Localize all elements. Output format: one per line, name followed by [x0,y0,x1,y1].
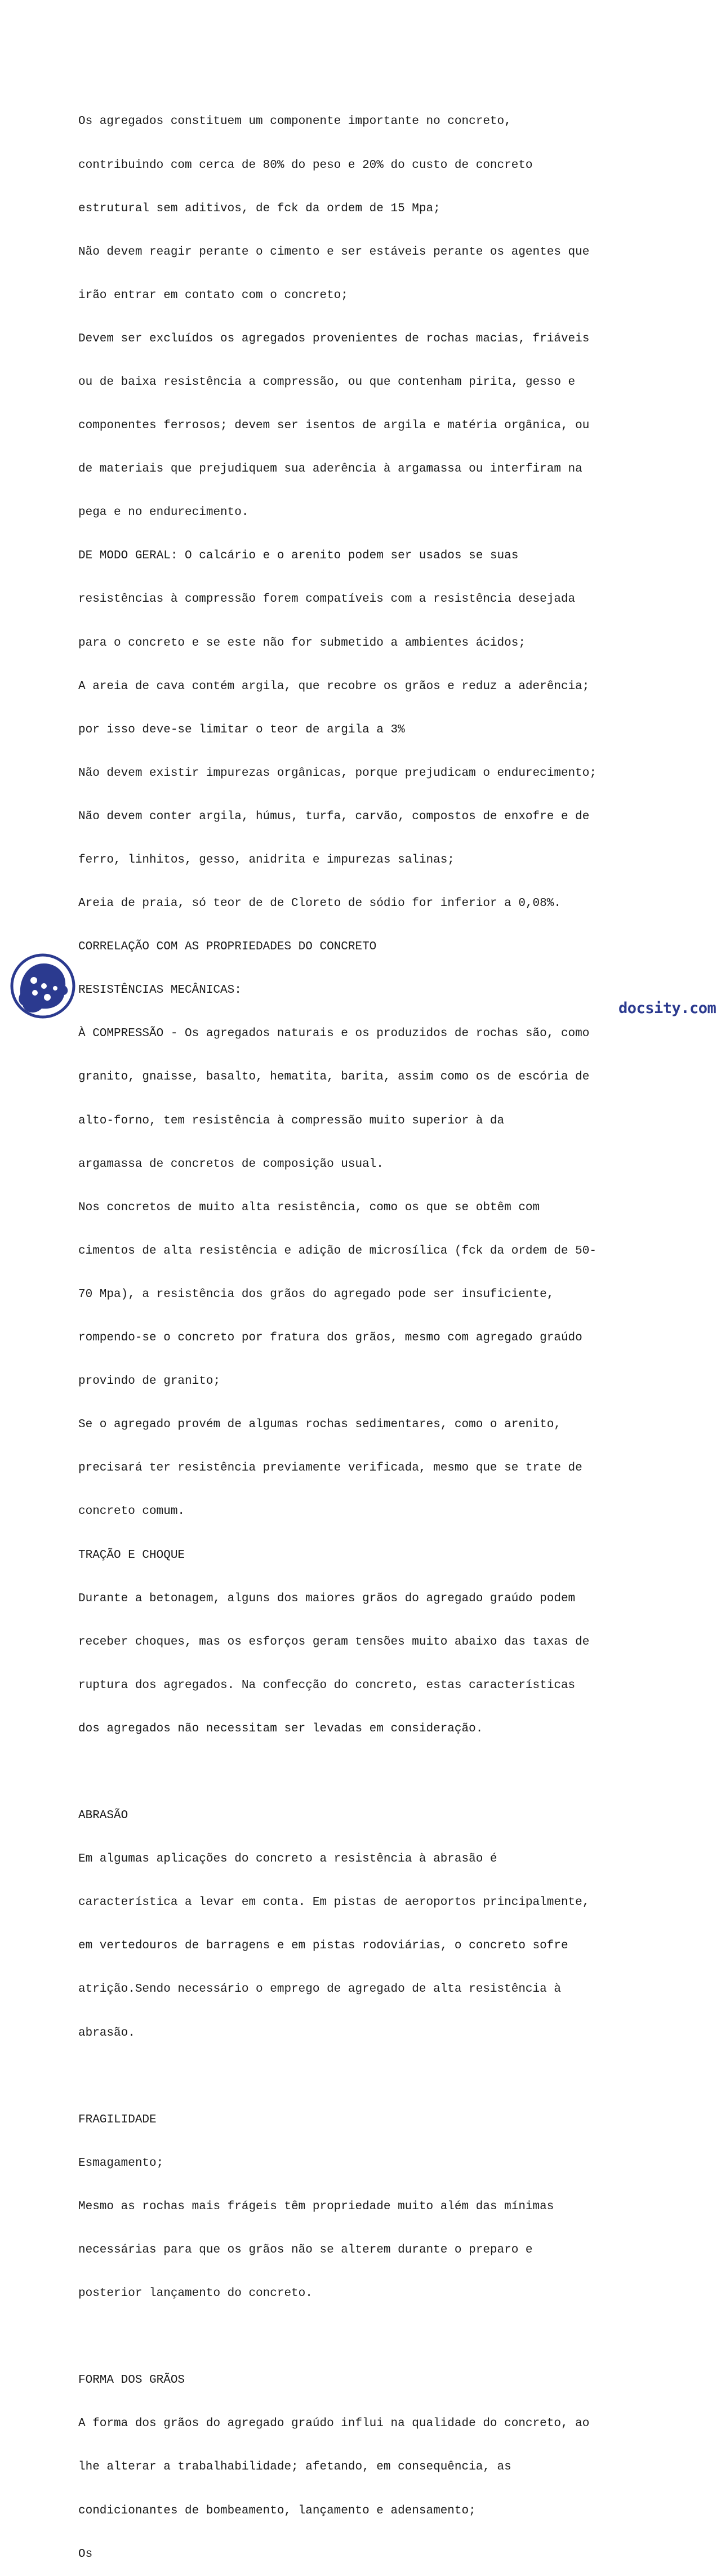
text-line: característica a levar em conta. Em pistas de aeroportos principalmente, [78,1896,590,1909]
text-line: pega e no endurecimento. [78,506,249,519]
text-line: Se o agregado provém de algumas rochas sedimentares, como o arenito, [78,1418,561,1432]
blank-line [78,2330,642,2344]
text-line: A areia de cava contém argila, que recobre os grãos e reduz a aderência; [78,679,590,693]
text-line: componentes ferrosos; devem ser isentos de argila e matéria orgânica, ou [78,419,590,433]
section-heading: FORMA DOS GRÃOS [78,2374,185,2387]
text-line: ferro, linhitos, gesso, anidrita e impurezas salinas; [78,854,455,867]
text-line: 70 Mpa), a resistência dos grãos do agregado pode ser insuficiente, [78,1287,554,1301]
text-line: Durante a betonagem, alguns dos maiores grãos do agregado graúdo podem [78,1592,576,1605]
text-line: Em algumas aplicações do concreto a resistência à abrasão é [78,1853,497,1866]
text-line: A forma dos grãos do agregado graúdo influi na qualidade do concreto, ao [78,2417,590,2431]
section-heading: TRAÇÃO E CHOQUE [78,1548,185,1562]
text-line: para o concreto e se este não for submetido a ambientes ácidos; [78,636,526,650]
text-line: Não devem reagir perante o cimento e ser estáveis perante os agentes que [78,245,590,259]
text-line: ruptura dos agregados. Na confecção do concreto, estas características [78,1678,576,1692]
text-line: posterior lançamento do concreto. [78,2287,313,2300]
text-line: lhe alterar a trabalhabilidade; afetando, em consequência, as [78,2460,511,2474]
document-body [78,86,642,2576]
text-line: argamassa de concretos de composição usual. [78,1157,384,1171]
text-line: Os [78,2547,93,2561]
text-line: atrição.Sendo necessário o emprego de agregado de alta resistência à [78,1983,561,1996]
text-line: por isso deve-se limitar o teor de argila a 3% [78,723,405,736]
section-heading: FRAGILIDADE [78,2113,157,2126]
text-line: estrutural sem aditivos, de fck da ordem de 15 Mpa; [78,202,440,215]
section-heading: ABRASÃO [78,1809,128,1823]
text-line: Devem ser excluídos os agregados provenientes de rochas macias, friáveis [78,332,590,345]
text-line: de materiais que prejudiquem sua aderência à argamassa ou interfiram na [78,463,582,476]
text-line: dos agregados não necessitam ser levadas em consideração. [78,1722,483,1735]
section-heading: CORRELAÇÃO COM AS PROPRIEDADES DO CONCRETO [78,940,377,954]
text-line: Mesmo as rochas mais frágeis têm propriedade muito além das mínimas [78,2200,554,2213]
text-line: provindo de granito; [78,1375,221,1388]
text-line: granito, gnaisse, basalto, hematita, barita, assim como os de escória de [78,1071,590,1084]
text-line: Os agregados constituem um componente importante no concreto, [78,115,511,128]
blank-line [78,2069,642,2084]
text-line: Areia de praia, só teor de de Cloreto de sódio for inferior a 0,08%. [78,897,561,911]
text-line: contribuindo com cerca de 80% do peso e 20% do custo de concreto [78,158,533,172]
text-line: ou de baixa resistência a compressão, ou que contenham pirita, gesso e [78,375,576,389]
text-line: Esmagamento; [78,2156,164,2170]
text-line: rompendo-se o concreto por fratura dos grãos, mesmo com agregado graúdo [78,1331,582,1345]
text-line: receber choques, mas os esforços geram tensões muito abaixo das taxas de [78,1635,590,1649]
text-line: Nos concretos de muito alta resistência, como os que se obtêm com [78,1201,540,1214]
text-line: Não devem conter argila, húmus, turfa, carvão, compostos de enxofre e de [78,810,590,823]
docsity-brand-link[interactable]: docsity.com [618,1000,716,1017]
text-line: irão entrar em contato com o concreto; [78,288,348,302]
text-line: À COMPRESSÃO - Os agregados naturais e os produzidos de rochas são, como [78,1027,590,1041]
text-line: condicionantes de bombeamento, lançamento e adensamento; [78,2504,476,2517]
text-line: cimentos de alta resistência e adição de microsílica (fck da ordem de 50- [78,1244,597,1258]
blank-line [78,1765,642,1780]
text-line: em vertedouros de barragens e em pistas rodoviárias, o concreto sofre [78,1939,568,1953]
text-line: alto-forno, tem resistência à compressão muito superior à da [78,1114,505,1127]
text-line: necessárias para que os grãos não se alterem durante o preparo e [78,2244,533,2257]
text-line: Não devem existir impurezas orgânicas, porque prejudicam o endurecimento; [78,766,597,780]
text-line: concreto comum. [78,1505,185,1518]
docsity-logo-icon[interactable] [10,953,75,1019]
section-heading: RESISTÊNCIAS MECÂNICAS: [78,984,242,997]
text-line: resistências à compressão forem compatíveis com a resistência desejada [78,593,576,606]
text-line: abrasão. [78,2026,135,2040]
text-line: precisará ter resistência previamente verificada, mesmo que se trate de [78,1462,582,1475]
section-heading: DE MODO GERAL: O calcário e o arenito podem ser usados se suas [78,549,519,563]
